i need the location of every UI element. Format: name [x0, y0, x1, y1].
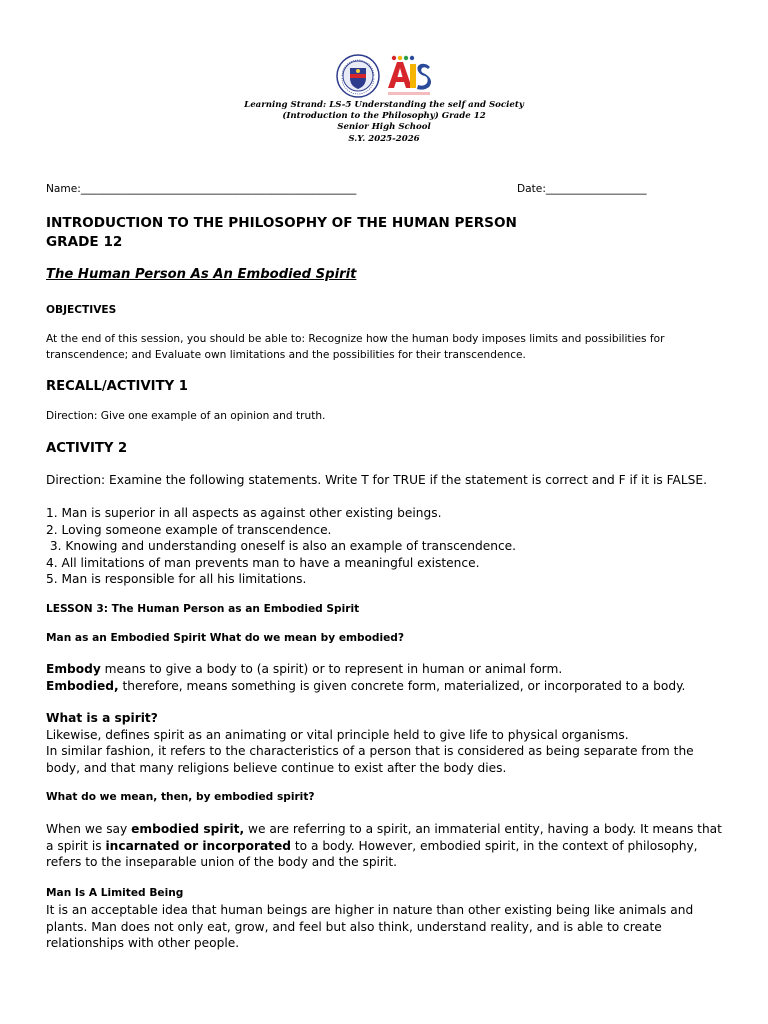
header-text	[180, 100, 588, 145]
spirit-heading: What is a spirit?	[46, 711, 158, 725]
name-field[interactable]: Name:____________________________________________________	[46, 183, 357, 195]
incarnated-term: incarnated or incorporated	[105, 838, 291, 853]
list-item: 2. Loving someone example of transcendence.	[46, 522, 332, 537]
spirit-paragraph-2: In similar fashion, it refers to the characteristics of a person that is considered as being separate from the body, and that many religions believe continue to exist after the body dies.	[46, 744, 694, 775]
objectives-text: At the end of this session, you should be able to: Recognize how the human body imposes limits and possibilities for transcendence; and Evaluate own limitations and the possibilities for their transcendence.	[46, 333, 665, 361]
title-line-1: INTRODUCTION TO THE PHILOSOPHY OF THE HUMAN PERSON	[46, 215, 517, 231]
activity1-direction: Direction: Give one example of an opinion and truth.	[46, 410, 326, 422]
als-logo	[386, 54, 432, 98]
school-level-line: Senior High School	[337, 122, 431, 133]
header-logos	[336, 54, 436, 98]
embodied-term: Embodied,	[46, 678, 119, 693]
embodied-spirit-heading: What do we mean, then, by embodied spirit?	[46, 791, 315, 803]
mean-pre: When we say	[46, 822, 132, 836]
embodied-spirit-paragraph	[46, 821, 726, 871]
embodied-paragraph	[46, 678, 726, 695]
activity2-heading: ACTIVITY 2	[46, 441, 128, 456]
mean-mid: we are referring to a spirit, an immaterial entity, having a body. It means that a spirit is	[46, 822, 722, 853]
deped-seal-logo	[336, 54, 380, 98]
embodied-spirit-term: embodied spirit,	[131, 822, 245, 836]
lesson-heading: LESSON 3: The Human Person as an Embodied Spirit	[46, 603, 360, 615]
embody-term: Embody	[46, 662, 101, 676]
embody-text: means to give a body to (a spirit) or to represent in human or animal form.	[100, 662, 563, 676]
date-field[interactable]: Date:___________________	[517, 183, 647, 195]
lesson-subheading: Man as an Embodied Spirit What do we mean by embodied?	[46, 632, 405, 644]
list-item: 3. Knowing and understanding oneself is also an example of transcendence.	[46, 539, 517, 553]
list-item: 1. Man is superior in all aspects as against other existing beings.	[46, 506, 442, 520]
title-line-2: GRADE 12	[46, 234, 123, 250]
list-item: 4. All limitations of man prevents man to have a meaningful existence.	[46, 555, 480, 570]
course-line: (Introduction to the Philosophy) Grade 12	[282, 111, 486, 122]
list-item: 5. Man is responsible for all his limitations.	[46, 572, 307, 586]
mean-post: to a body. However, embodied spirit, in the context of philosophy, refers to the inseparable union of the body and the spirit.	[46, 838, 698, 869]
activity2-direction: Direction: Examine the following statements. Write T for TRUE if the statement is correct and F if it is FALSE.	[46, 473, 707, 487]
limited-being-heading: Man Is A Limited Being	[46, 887, 184, 899]
limited-being-text: It is an acceptable idea that human beings are higher in nature than other existing being like animals and plants. Man does not only eat, grow, and feel but also think, understand reality, and is able to create relationships with other people.	[46, 903, 694, 950]
spirit-paragraph-1: Likewise, defines spirit as an animating or vital principle held to give life to physical organisms.	[46, 727, 629, 742]
name-date-row	[46, 183, 706, 195]
embody-definitions	[46, 661, 726, 694]
embody-paragraph	[46, 661, 726, 678]
embodied-text: therefore, means something is given concrete form, materialized, or incorporated to a body.	[118, 678, 686, 693]
document-title	[46, 214, 686, 252]
learning-strand-line: Learning Strand: LS-5 Understanding the self and Society	[244, 100, 524, 110]
school-year-line: S.Y. 2025-2026	[348, 133, 420, 144]
document-subtitle: The Human Person As An Embodied Spirit	[46, 267, 357, 282]
activity2-list	[46, 505, 726, 588]
spirit-section	[46, 710, 726, 776]
objectives-heading: OBJECTIVES	[46, 304, 117, 316]
activity1-heading: RECALL/ACTIVITY 1	[46, 379, 188, 394]
